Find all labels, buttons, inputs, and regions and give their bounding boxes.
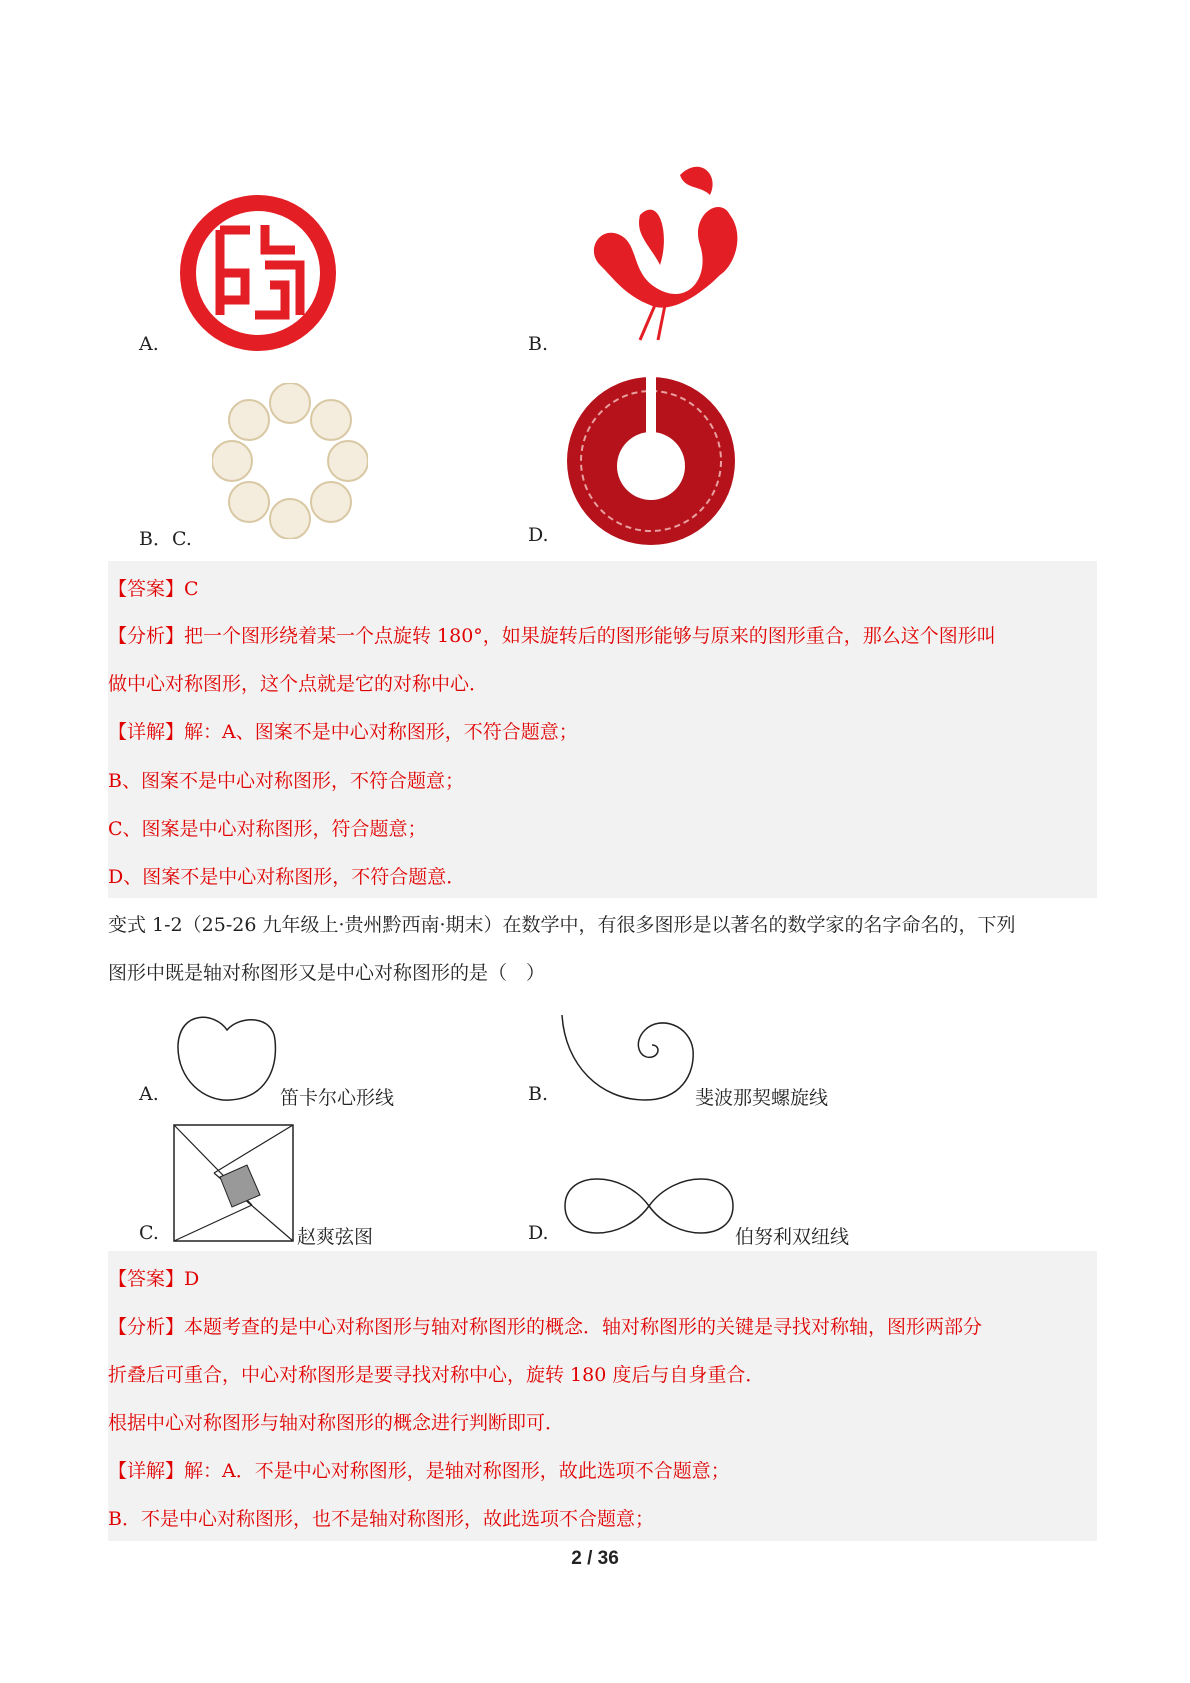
option-b-label: B. (528, 333, 549, 355)
phoenix-image-b (580, 155, 750, 355)
zhao-shuang-diagram (172, 1123, 297, 1243)
option-b-caption: 斐波那契螺旋线 (695, 1087, 829, 1109)
analysis-line: 折叠后可重合，中心对称图形是要寻找对称中心，旋转 180 度后与自身重合． (108, 1364, 765, 1386)
option-c-label: B．C. (139, 528, 192, 550)
option-c-caption: 赵爽弦图 (297, 1226, 374, 1248)
analysis-line: 【分析】本题考查的是中心对称图形与轴对称图形的概念．轴对称图形的关键是寻找对称轴，图形两部分 (108, 1316, 983, 1338)
option-a-label: A. (139, 333, 159, 355)
detail-line: B、图案不是中心对称图形，不符合题意； (108, 770, 464, 792)
detail-line: D、图案不是中心对称图形，不符合题意． (108, 866, 466, 888)
option-d-letter: D. (528, 1222, 549, 1244)
analysis-line: 根据中心对称图形与轴对称图形的概念进行判断即可． (108, 1412, 565, 1434)
detail-line: 【详解】解：A、图案不是中心对称图形，不符合题意； (108, 721, 578, 743)
detail-line: C、图案是中心对称图形，符合题意； (108, 818, 427, 840)
option-b-letter: B. (528, 1083, 549, 1105)
seal-pattern-image-a (175, 190, 341, 356)
detail-line: B．不是中心对称图形，也不是轴对称图形，故此选项不合题意； (108, 1508, 654, 1530)
option-a-caption: 笛卡尔心形线 (280, 1087, 395, 1109)
answer-q1: 【答案】C (108, 578, 199, 600)
question-text: 变式 1-2（25-26 九年级上·贵州黔西南·期末）在数学中，有很多图形是以著名的数学家的名字命名的，下列 (108, 914, 1016, 936)
answer-q2: 【答案】D (108, 1268, 200, 1290)
question-text: 图形中既是轴对称图形又是中心对称图形的是（ ） (108, 962, 546, 984)
analysis-line: 【分析】把一个图形绕着某一个点旋转 180°，如果旋转后的图形能够与原来的图形重合，那么这个图形叫 (108, 625, 996, 647)
option-d-label: D. (528, 524, 549, 546)
option-c-letter: C. (139, 1222, 159, 1244)
solution-panel-q2 (108, 1251, 1097, 1541)
option-a-letter: A. (139, 1083, 159, 1105)
cloud-ring-image-c (212, 383, 368, 539)
fibonacci-spiral-figure (560, 1015, 700, 1105)
analysis-line: 做中心对称图形，这个点就是它的对称中心． (108, 673, 489, 695)
detail-line: 【详解】解：A．不是中心对称图形，是轴对称图形，故此选项不合题意； (108, 1460, 730, 1482)
page-number: 2 / 36 (571, 1548, 619, 1569)
cardioid-figure (175, 1010, 280, 1105)
lemniscate-figure (563, 1170, 735, 1242)
option-d-caption: 伯努利双纽线 (735, 1226, 850, 1248)
jade-disc-image-d (566, 376, 736, 546)
